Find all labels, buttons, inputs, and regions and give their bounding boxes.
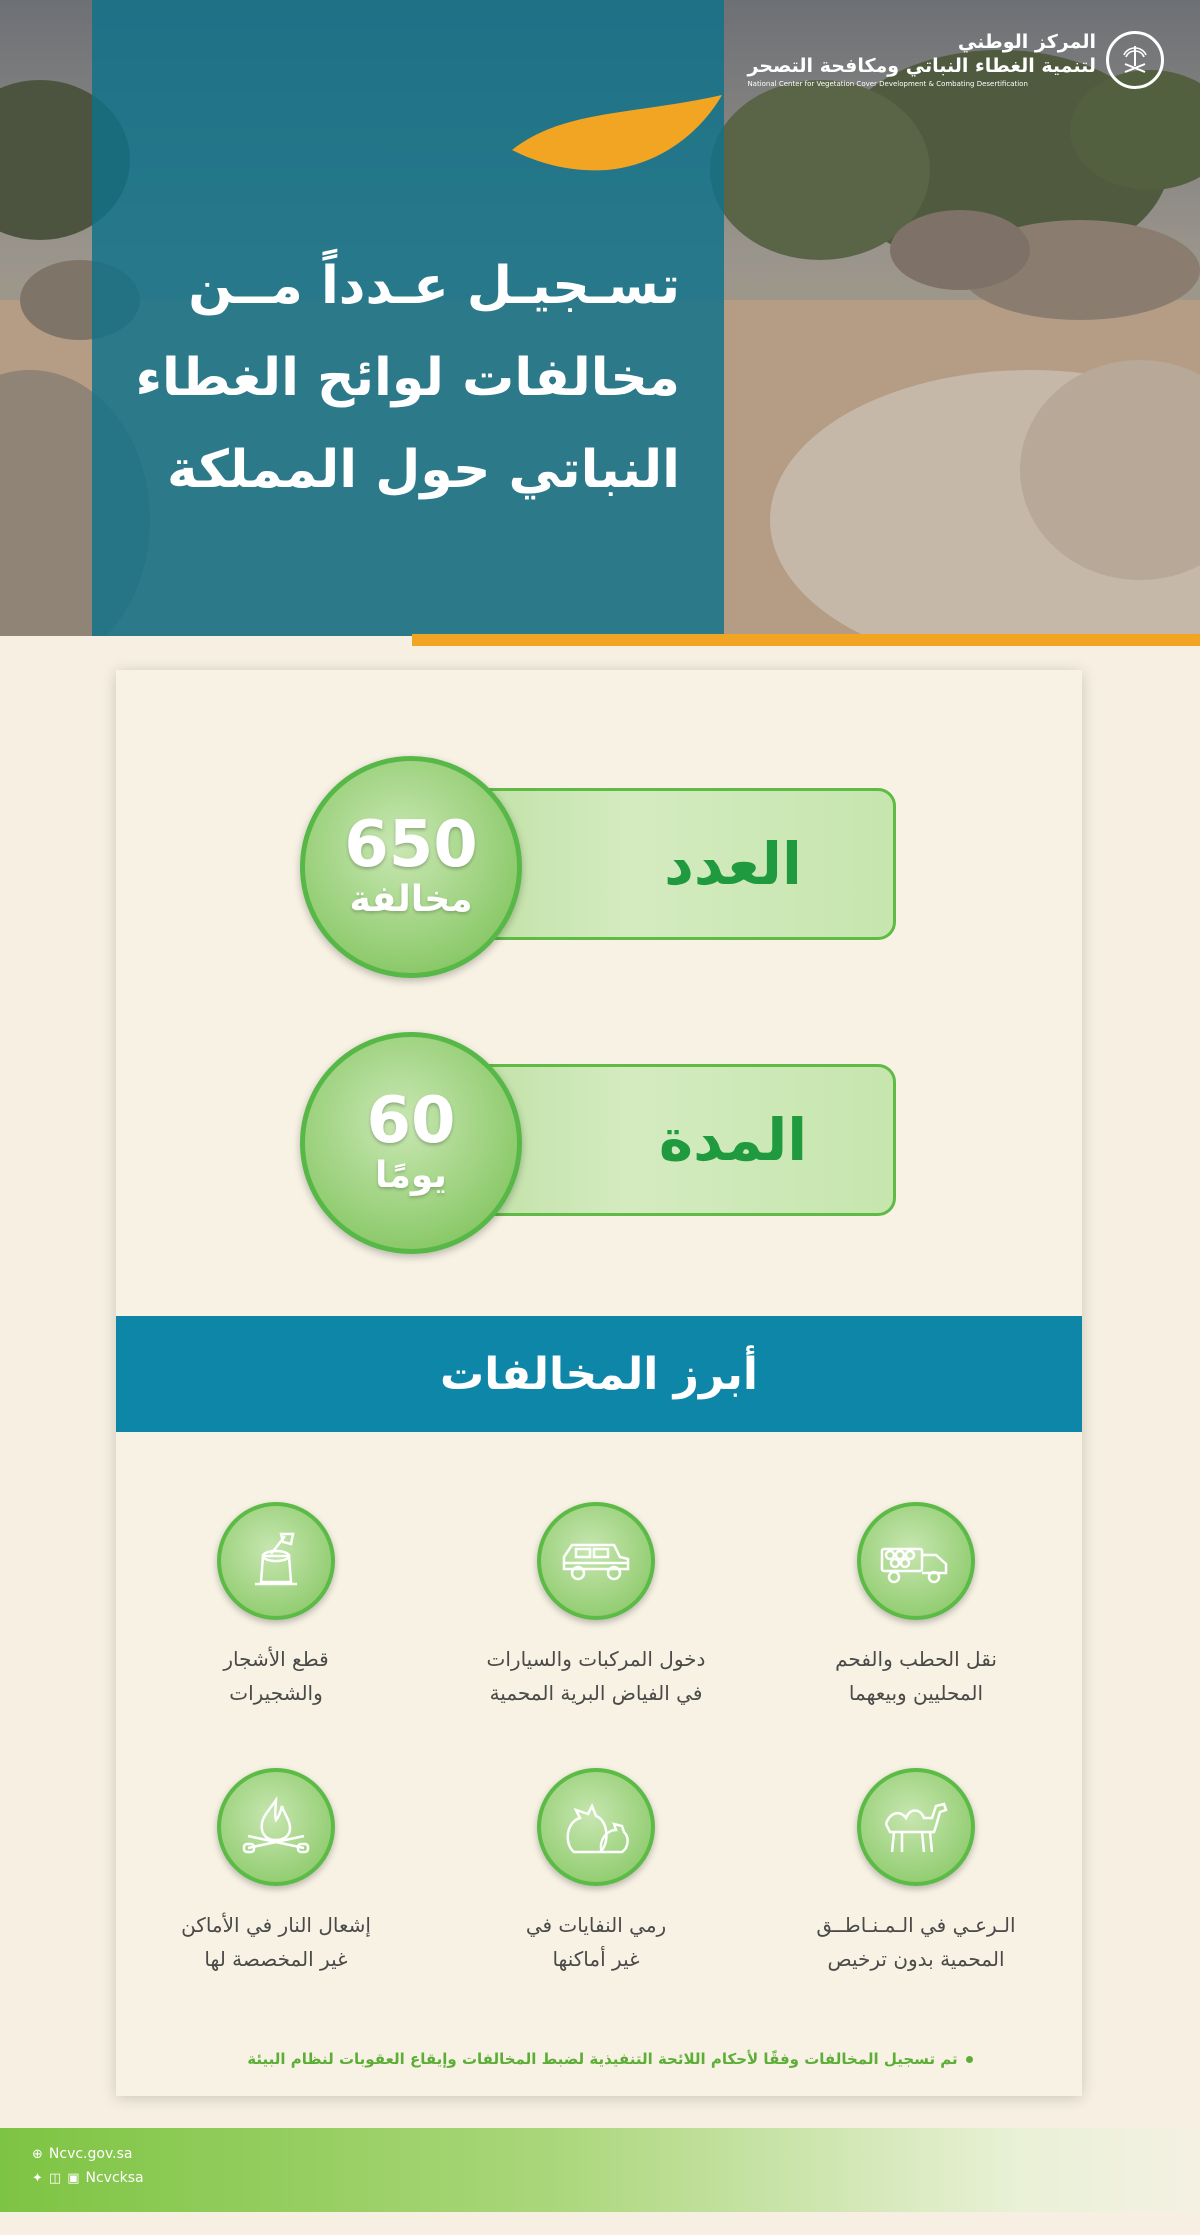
violation-line-2: المحليين وبيعهما: [848, 1681, 984, 1705]
footer-social[interactable]: [32, 2170, 144, 2186]
campfire-icon: [217, 1768, 335, 1886]
jeep-icon: [537, 1502, 655, 1620]
violation-line-1: دخول المركبات والسيارات: [486, 1647, 706, 1671]
orange-accent-bar: [412, 634, 1200, 646]
violation-text: [756, 1642, 1076, 1710]
globe-icon: ⊕: [32, 2146, 43, 2162]
violation-item: [436, 1768, 756, 1998]
social-handle-text: Ncvcksa: [85, 2170, 144, 2186]
logo-line-1: المركز الوطني: [957, 31, 1096, 53]
stat-count-value: 650: [344, 808, 478, 882]
section-banner: [116, 1316, 1082, 1432]
stat-duration-label: المدة: [658, 1106, 808, 1174]
violation-text: [436, 1908, 756, 1976]
section-title: أبرز المخالفات: [440, 1348, 758, 1400]
violation-line-2: غير أماكنها: [552, 1947, 640, 1971]
stat-duration-unit: يومًا: [375, 1155, 447, 1196]
violation-line-1: إشعال النار في الأماكن: [181, 1913, 371, 1937]
violation-item: [756, 1502, 1076, 1732]
website-text: Ncvc.gov.sa: [48, 2146, 133, 2162]
title-line-2: مخالفات لوائح الغطاء: [135, 348, 680, 408]
ncvc-logo: [747, 30, 1164, 90]
linkedin-icon: ▣: [67, 2170, 80, 2186]
violation-item: [116, 1768, 436, 1998]
violation-line-1: قطع الأشجار: [223, 1647, 329, 1671]
footnote-text: تم تسجيل المخالفات وفقًا لأحكام اللائحة التنفيذية لضبط المخالفات وإيقاع العقوبات لنظام البيئة: [247, 2050, 958, 2068]
violation-line-1: الـرعـي في الـمـنـاطــق: [816, 1913, 1016, 1937]
orange-swoosh: [92, 0, 724, 200]
footnote: [230, 2050, 990, 2068]
bullet-icon: [966, 2056, 973, 2063]
footer-website[interactable]: [32, 2146, 132, 2162]
title-line-3: النباتي حول المملكة: [167, 440, 680, 500]
trash-bag-icon: [537, 1768, 655, 1886]
violation-line-2: المحمية بدون ترخيص: [827, 1947, 1005, 1971]
twitter-icon: ✦: [32, 2170, 43, 2186]
violation-text: [116, 1642, 436, 1710]
violation-line-2: في الفياض البرية المحمية: [489, 1681, 703, 1705]
footer-bar: [0, 2128, 1200, 2212]
violation-text: [116, 1908, 436, 1976]
logo-text: [747, 30, 1096, 90]
instagram-icon: ◫: [48, 2170, 62, 2186]
stat-count: [300, 756, 900, 982]
stat-duration: [300, 1032, 900, 1258]
stat-duration-value: 60: [366, 1084, 456, 1158]
camel-icon: [857, 1768, 975, 1886]
logo-line-2: لتنمية الغطاء النباتي ومكافحة التصحر: [747, 55, 1096, 77]
violation-line-1: نقل الحطب والفحم: [835, 1647, 997, 1671]
page-title: [120, 240, 680, 516]
violation-item: [436, 1502, 756, 1732]
tree-stump-axe-icon: [217, 1502, 335, 1620]
violation-line-1: رمي النفايات في: [525, 1913, 667, 1937]
violation-item: [116, 1502, 436, 1732]
stat-duration-circle: [300, 1032, 522, 1254]
stat-count-label: العدد: [664, 830, 802, 898]
palm-swords-emblem-icon: [1106, 31, 1164, 89]
hero-section: [0, 0, 1200, 636]
violation-line-2: والشجيرات: [229, 1681, 323, 1705]
title-line-1: تسـجيـل عـدداً مــن: [188, 256, 680, 316]
violation-text: [436, 1642, 756, 1710]
violation-line-2: غير المخصصة لها: [204, 1947, 348, 1971]
logo-line-3: National Center for Vegetation Cover Development & Combating Desertification: [747, 80, 1028, 88]
violation-text: [756, 1908, 1076, 1976]
stat-count-circle: [300, 756, 522, 978]
violation-item: [756, 1768, 1076, 1998]
stat-count-unit: مخالفة: [349, 879, 473, 920]
truck-icon: [857, 1502, 975, 1620]
